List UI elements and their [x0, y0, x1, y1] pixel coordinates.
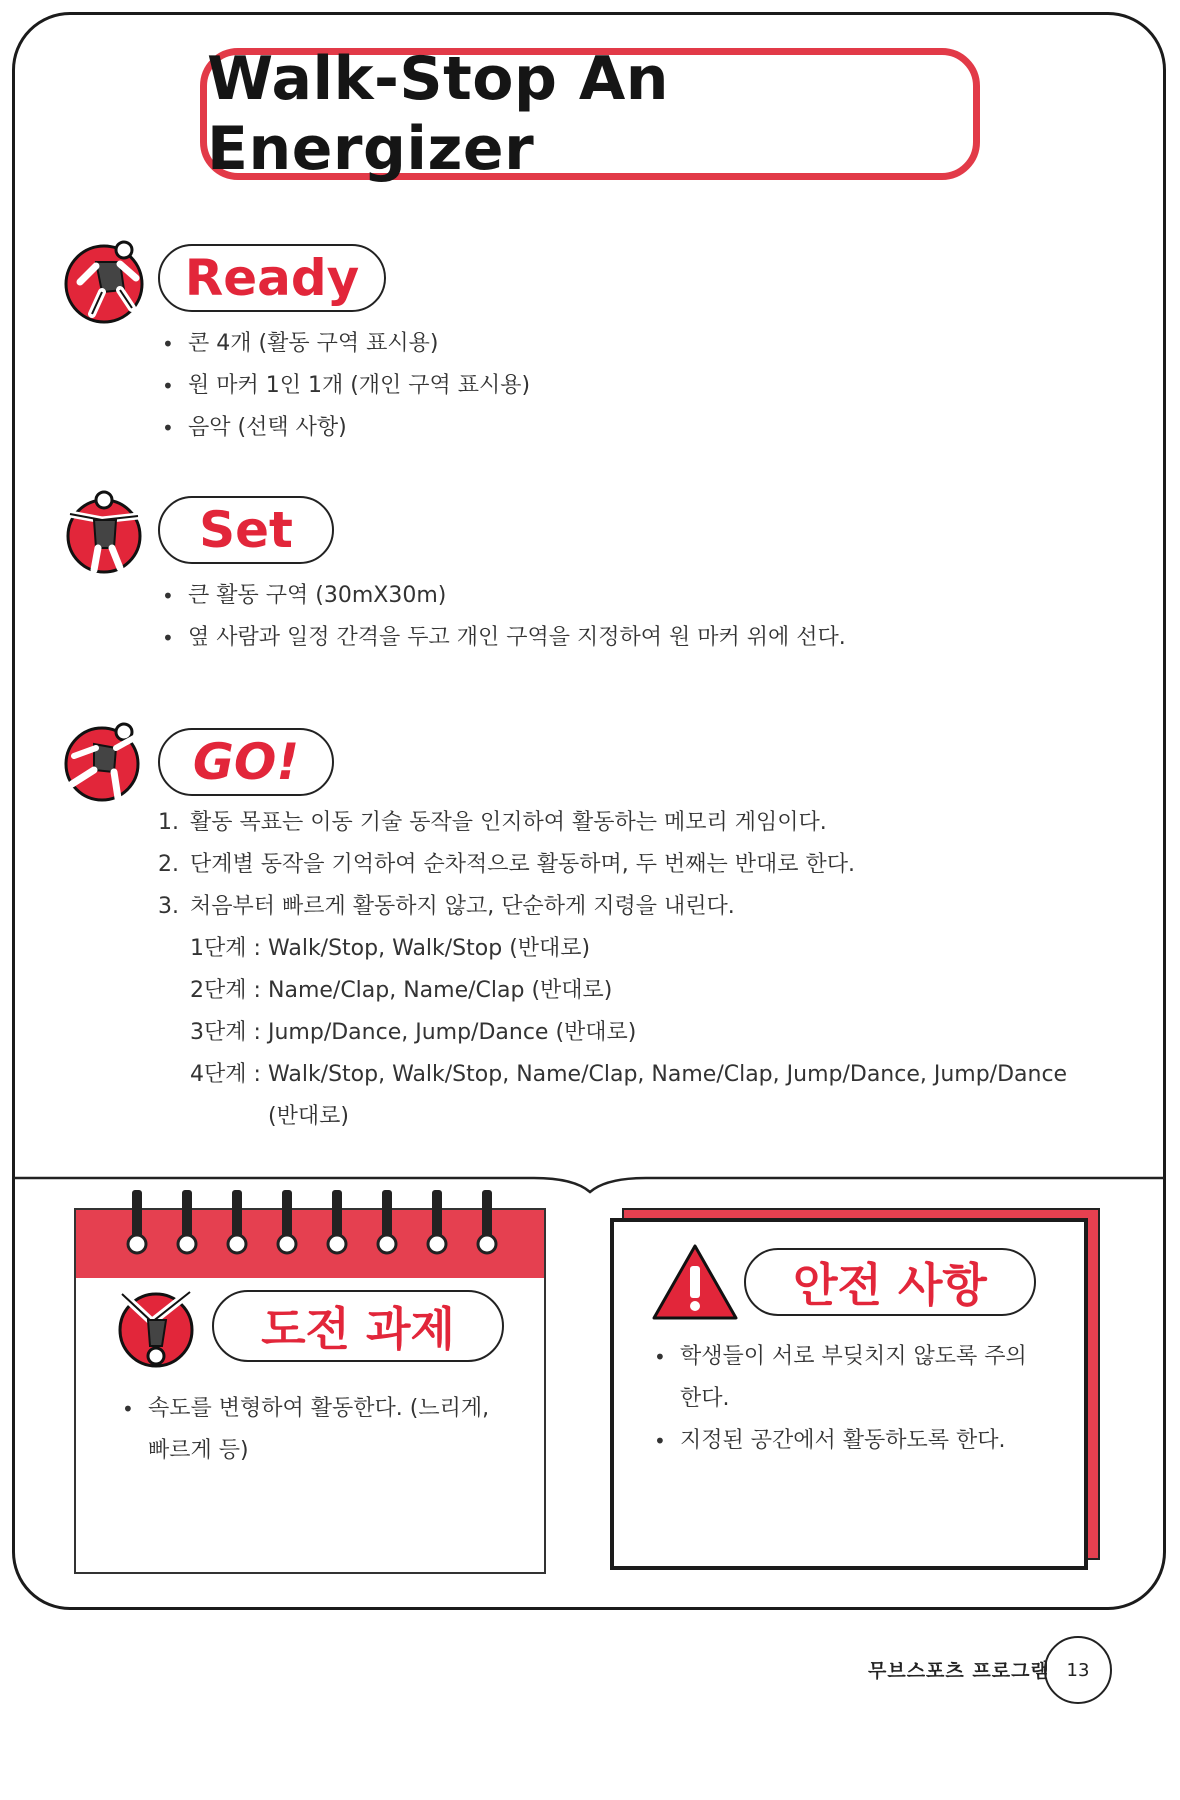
page-number [1044, 1636, 1112, 1704]
ring-icon [226, 1190, 248, 1260]
step-text: 활동 목표는 이동 기술 동작을 인지하여 활동하는 메모리 게임이다. [190, 810, 827, 835]
list-item: • 큰 활동 구역 (30mX30m) [160, 575, 846, 617]
step-text: 단계별 동작을 기억하여 순차적으로 활동하며, 두 번째는 반대로 한다. [190, 852, 855, 877]
stage-label: 3단계 : [190, 1020, 261, 1045]
set-label [158, 496, 334, 564]
ready-list [160, 323, 530, 449]
ring-icon [326, 1190, 348, 1260]
ring-icon [176, 1190, 198, 1260]
stage-item [190, 1012, 1068, 1054]
challenge-list [120, 1388, 500, 1472]
volleyball-player-icon [62, 486, 152, 576]
stage-label: 4단계 : [190, 1062, 261, 1087]
ring-icon [126, 1190, 148, 1260]
breakdance-icon [112, 1284, 202, 1374]
ring-icon [376, 1190, 398, 1260]
list-item [158, 886, 855, 928]
list-item: • 음악 (선택 사항) [160, 407, 530, 449]
set-list [160, 575, 846, 659]
warning-icon [650, 1242, 740, 1322]
stage-item [190, 1054, 1068, 1138]
step-number: 2. [158, 852, 179, 877]
go-label [158, 728, 334, 796]
stage-text: Walk/Stop, Walk/Stop, Name/Clap, Name/Clap, Jump/Dance, Jump/Dance (반대로) [268, 1062, 1068, 1129]
stage-text: Jump/Dance, Jump/Dance (반대로) [268, 1020, 637, 1045]
list-item: • 원 마커 1인 1개 (개인 구역 표시용) [160, 365, 530, 407]
safety-label [744, 1248, 1036, 1316]
ready-label [158, 244, 386, 312]
list-item [158, 844, 855, 886]
footer-program-name: 무브스포츠 프로그램 [868, 1660, 1050, 1682]
jumping-player-icon [58, 718, 148, 808]
step-number: 1. [158, 810, 179, 835]
go-steps [158, 802, 855, 928]
ring-icon [276, 1190, 298, 1260]
safety-list [652, 1336, 1032, 1462]
stage-item [190, 928, 1068, 970]
list-item: • 지정된 공간에서 활동하도록 한다. [652, 1420, 1032, 1462]
title-box [200, 44, 980, 184]
stage-list [190, 928, 1068, 1138]
challenge-label-text: 도전 과제 [261, 1302, 455, 1356]
ready-label-text: Ready [184, 249, 360, 307]
ring-icon [476, 1190, 498, 1260]
step-text: 처음부터 빠르게 활동하지 않고, 단순하게 지령을 내린다. [190, 894, 735, 919]
runner-icon [62, 234, 152, 324]
list-item [158, 802, 855, 844]
stage-label: 2단계 : [190, 978, 261, 1003]
stage-text: Walk/Stop, Walk/Stop (반대로) [268, 936, 591, 961]
go-label-text: GO! [192, 733, 300, 791]
stage-item [190, 970, 1068, 1012]
list-item: • 학생들이 서로 부딪치지 않도록 주의한다. [652, 1336, 1032, 1420]
challenge-label [212, 1290, 504, 1362]
stage-text: Name/Clap, Name/Clap (반대로) [268, 978, 613, 1003]
step-number: 3. [158, 894, 179, 919]
list-item: • 속도를 변형하여 활동한다. (느리게, 빠르게 등) [120, 1388, 500, 1472]
page-number-text: 13 [1066, 1659, 1090, 1681]
list-item: • 콘 4개 (활동 구역 표시용) [160, 323, 530, 365]
list-item: • 옆 사람과 일정 간격을 두고 개인 구역을 지정하여 원 마커 위에 선다. [160, 617, 846, 659]
page-title: Walk-Stop An Energizer [207, 44, 670, 184]
set-label-text: Set [199, 501, 293, 559]
stage-label: 1단계 : [190, 936, 261, 961]
ring-icon [426, 1190, 448, 1260]
safety-label-text: 안전 사항 [793, 1258, 987, 1312]
